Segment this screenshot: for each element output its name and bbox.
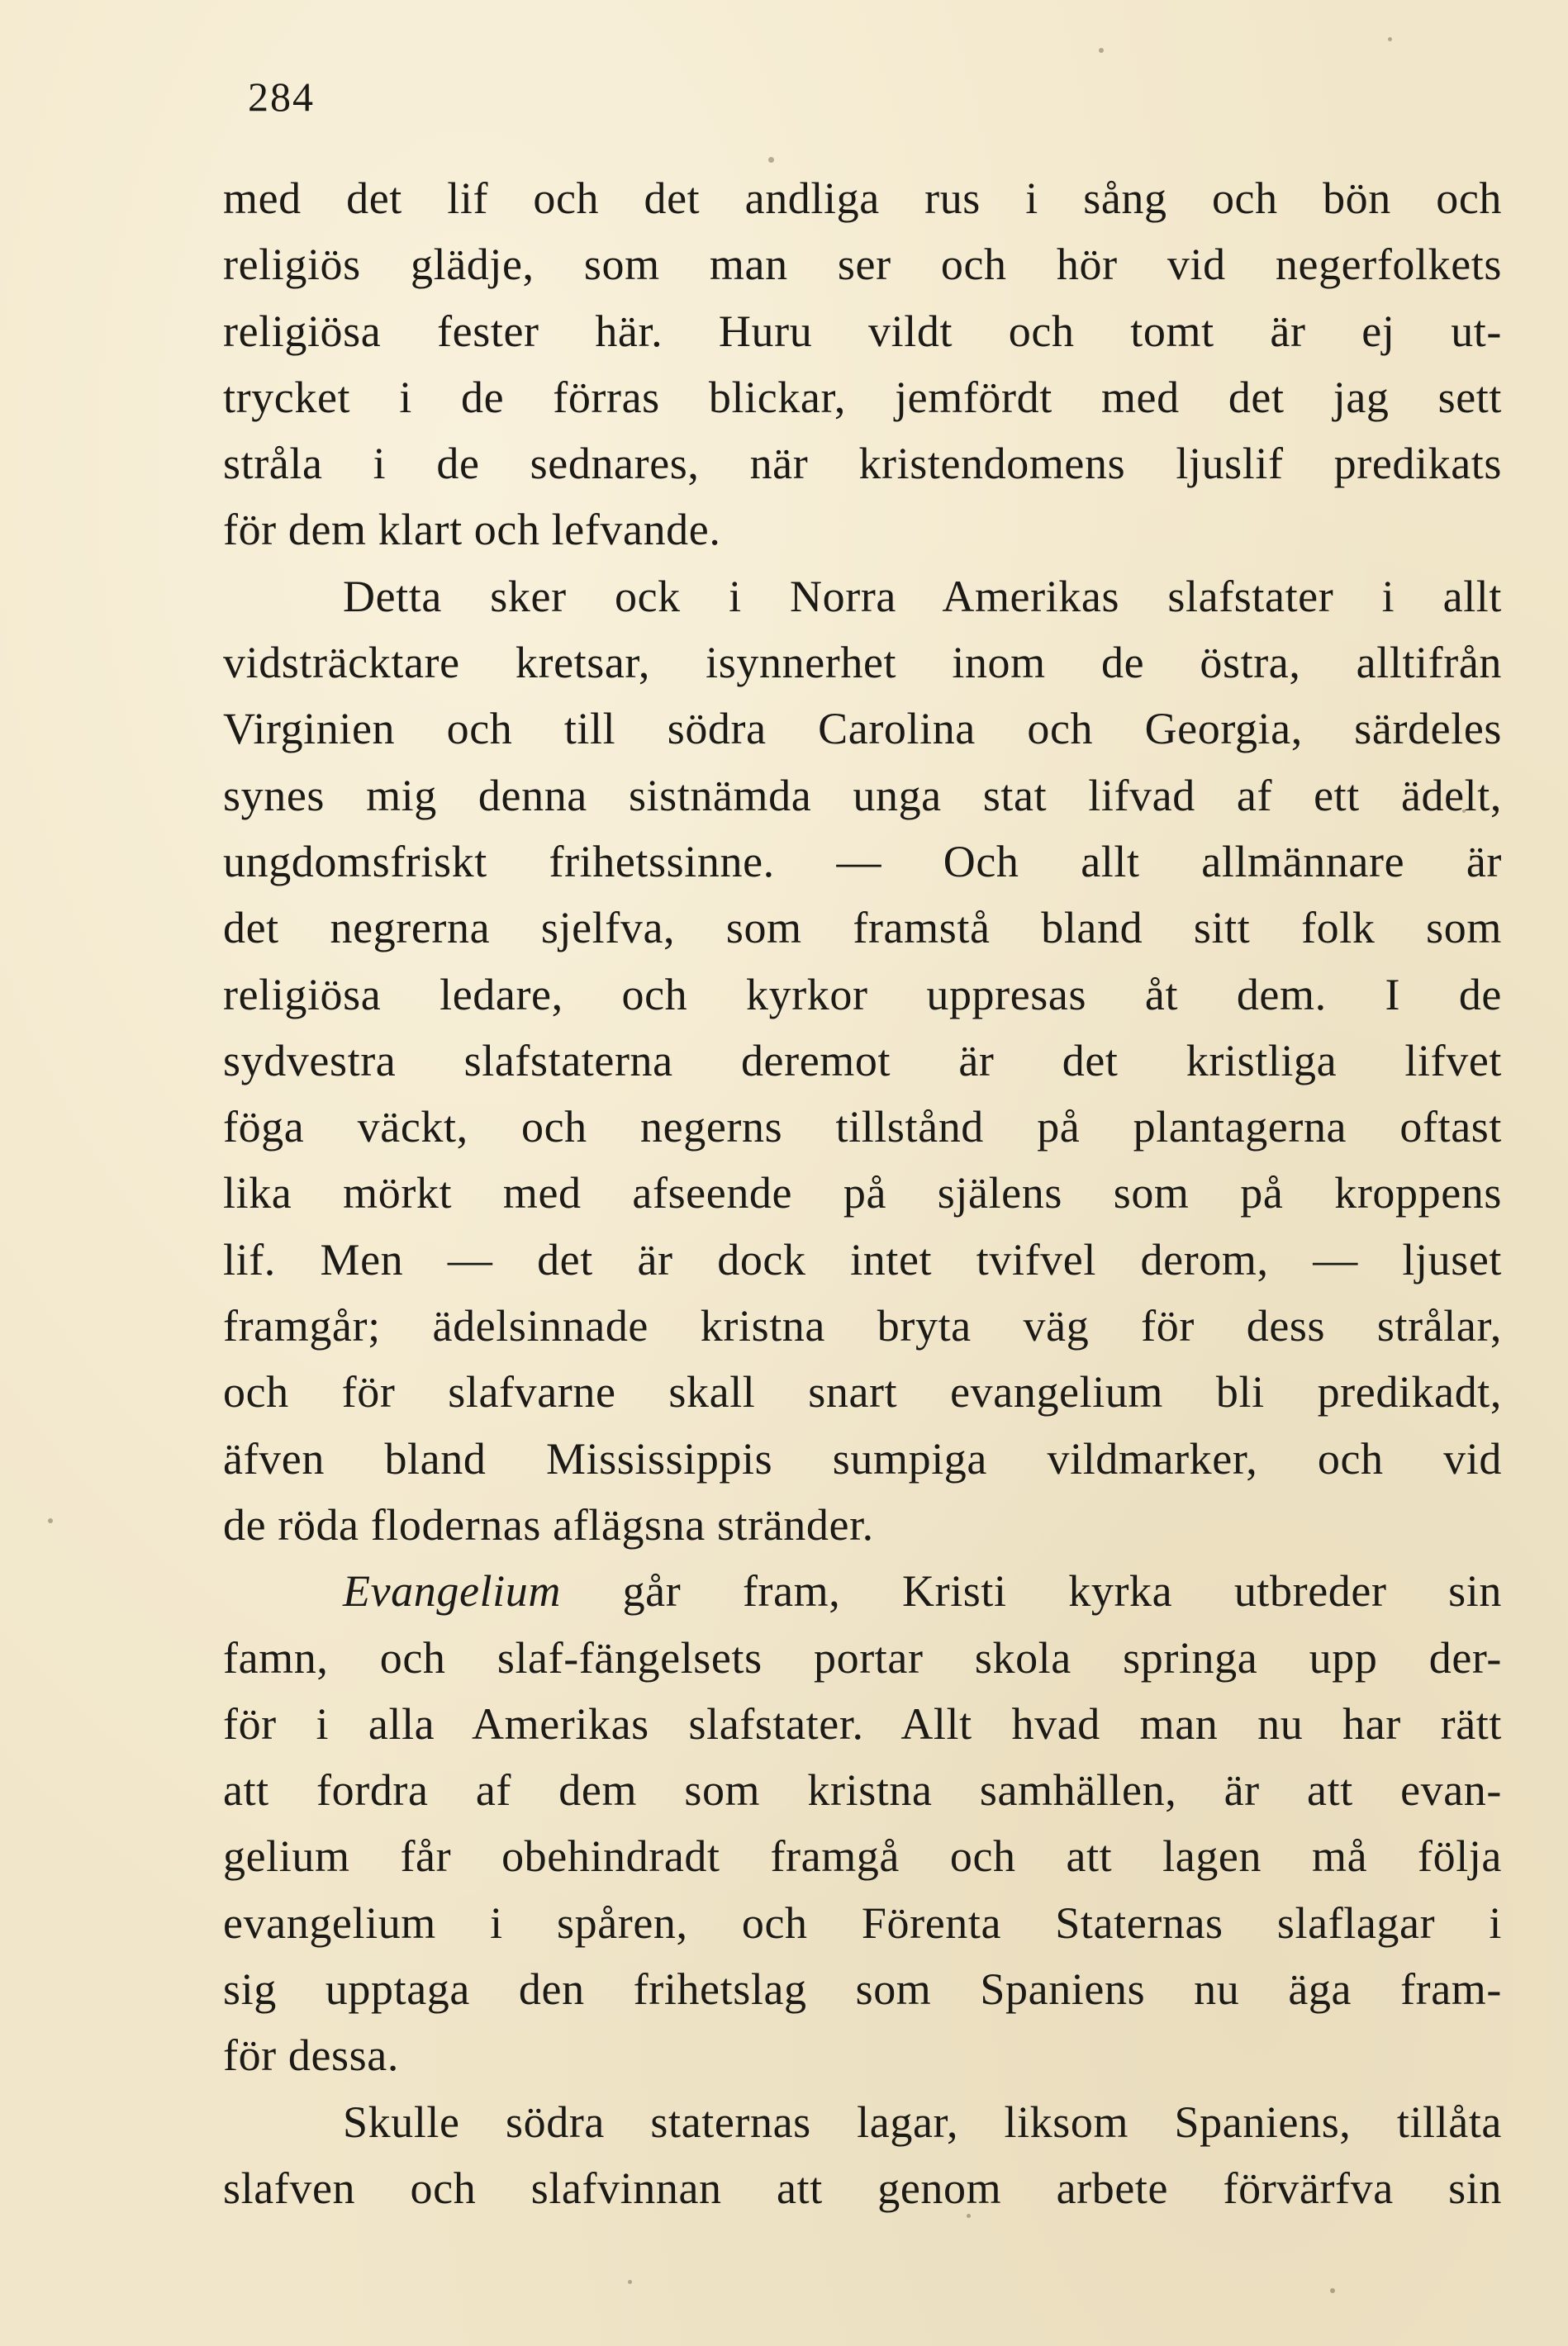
text-line: för i alla Amerikas slafstater. Allt hvad man nu har rätt (223, 1698, 1502, 1749)
paper-speck (967, 2214, 971, 2218)
text-line: Detta sker ock i Norra Amerikas slafstater i allt (343, 571, 1502, 621)
text-line: gelium får obehindradt framgå och att lagen må följa (223, 1831, 1502, 1882)
text-line: lika mörkt med afseende på själens som på kroppens (223, 1168, 1502, 1218)
text-line: föga väckt, och negerns tillstånd på plantagerna oftast (223, 1102, 1502, 1152)
text-line: synes mig denna sistnämda unga stat lifvad af ett ädelt, (223, 770, 1502, 820)
text-line: äfven bland Mississippis sumpiga vildmarker, och vid (223, 1433, 1502, 1484)
paper-speck (768, 157, 774, 163)
text-line: Virginien och till södra Carolina och Georgia, särdeles (223, 704, 1502, 754)
text-line: för dem klart och lefvande. (223, 505, 721, 555)
text-line: evangelium i spåren, och Förenta Staternas slaflagar i (223, 1897, 1502, 1948)
paper-speck (48, 1518, 53, 1523)
text-line: sydvestra slafstaterna deremot är det kristliga lifvet (223, 1035, 1502, 1085)
text-line: ungdomsfriskt frihetssinne. — Och allt allmännare är (223, 836, 1502, 886)
text-line: att fordra af dem som kristna samhällen, är att evan- (223, 1765, 1502, 1816)
line-rest: går fram, Kristi kyrka utbreder sin (560, 1566, 1502, 1617)
page-number: 284 (248, 74, 315, 120)
italic-word: Evangelium (343, 1566, 561, 1617)
text-line: sig upptaga den frihetslag som Spaniens nu äga fram- (223, 1964, 1502, 2015)
text-line: framgår; ädelsinnade kristna bryta väg för dess strålar, (223, 1301, 1502, 1351)
text-line: religiösa fester här. Huru vildt och tomt är ej ut- (223, 306, 1502, 356)
text-line: religiös glädje, som man ser och hör vid negerfolkets (223, 240, 1502, 290)
text-line: de röda flodernas aflägsna stränder. (223, 1499, 874, 1550)
text-line: religiösa ledare, och kyrkor uppresas åt dem. I de (223, 969, 1502, 1019)
paper-speck (1099, 48, 1104, 53)
text-line: slafven och slafvinnan att genom arbete förvärfva sin (223, 2163, 1502, 2213)
text-line: det negrerna sjelfva, som framstå bland sitt folk som (223, 903, 1502, 953)
text-line: Skulle södra staternas lagar, liksom Spaniens, tillåta (343, 2097, 1502, 2147)
text-line: lif. Men — det är dock intet tvifvel derom, — ljuset (223, 1234, 1502, 1285)
text-line (223, 1558, 1502, 1624)
text-line: trycket i de förras blickar, jemfördt med det jag sett (223, 372, 1502, 422)
text-line: med det lif och det andliga rus i sång och bön och (223, 173, 1502, 223)
paper-speck (1330, 2288, 1335, 2293)
paper-speck (1462, 810, 1466, 813)
text-line: famn, och slaf-fängelsets portar skola springa upp der- (223, 1632, 1502, 1683)
body-text (223, 165, 1502, 2221)
text-line: stråla i de sednares, när kristendomens ljuslif predikats (223, 439, 1502, 489)
text-line: för dessa. (223, 2030, 399, 2081)
text-line: och för slafvarne skall snart evangelium bli predikadt, (223, 1367, 1502, 1418)
text-line: vidsträcktare kretsar, isynnerhet inom de östra, alltifrån (223, 638, 1502, 688)
paper-speck (628, 2280, 632, 2284)
paper-speck (1388, 37, 1392, 41)
